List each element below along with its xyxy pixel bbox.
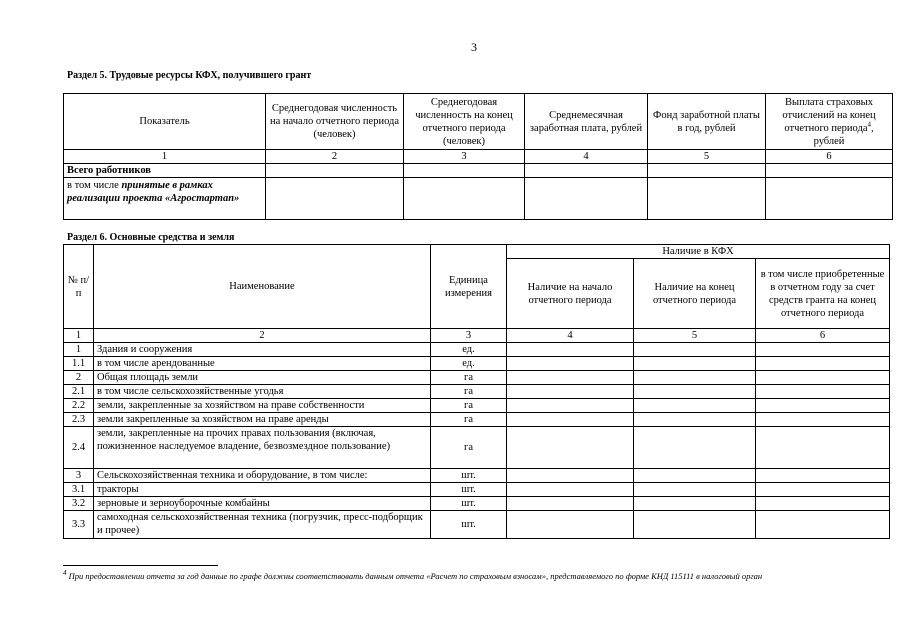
section6-colnum-row [64, 329, 890, 343]
s5-header-avg-salary: Среднемесячная заработная плата, рублей [525, 94, 648, 150]
section5-row-agrostartap [64, 178, 893, 220]
s6-cell[interactable] [634, 511, 756, 539]
table-row [64, 371, 890, 385]
s5-header-count-start: Среднегодовая численность на начало отчетного периода (человек) [266, 94, 404, 150]
s5-header-insurance-text: Выплата страховых отчислений на конец отчетного периода [782, 96, 876, 134]
row-number: 2 [64, 371, 94, 385]
s6-header-grant: в том числе приобретенные в отчетном году за счет средств гранта на конец отчетного периода [756, 259, 890, 329]
s6-cell[interactable] [634, 371, 756, 385]
s6-cell[interactable] [507, 497, 634, 511]
row-unit: га [431, 413, 507, 427]
s5-header-count-end: Среднегодовая численность на конец отчетного периода (человек) [404, 94, 525, 150]
row-name: самоходная сельскохозяйственная техника (погрузчик, пресс-подборщик и прочее) [94, 511, 431, 539]
row-name: Общая площадь земли [94, 371, 431, 385]
s5-row-agrostartap-label [64, 178, 266, 220]
footnote [63, 571, 863, 582]
s5-cell[interactable] [525, 164, 648, 178]
row-unit: шт. [431, 483, 507, 497]
s6-colnum: 4 [507, 329, 634, 343]
s6-cell[interactable] [634, 427, 756, 469]
s6-cell[interactable] [756, 399, 890, 413]
footnote-mark: 4 [63, 569, 67, 578]
section5-title: Раздел 5. Трудовые ресурсы КФХ, получившего грант [67, 70, 312, 81]
row-unit: ед. [431, 343, 507, 357]
table-row [64, 427, 890, 469]
s5-cell[interactable] [648, 178, 766, 220]
row-name: в том числе арендованные [94, 357, 431, 371]
table-row [64, 343, 890, 357]
row-number: 2.4 [64, 427, 94, 469]
s5-colnum: 3 [404, 150, 525, 164]
s6-cell[interactable] [634, 469, 756, 483]
table-row [64, 511, 890, 539]
row-unit: шт. [431, 511, 507, 539]
s6-cell[interactable] [756, 357, 890, 371]
section5-colnum-row [64, 150, 893, 164]
s6-cell[interactable] [507, 413, 634, 427]
row-name: тракторы [94, 483, 431, 497]
row-name: земли, закрепленные за хозяйством на праве собственности [94, 399, 431, 413]
s6-header-name: Наименование [94, 245, 431, 329]
s6-cell[interactable] [756, 483, 890, 497]
row-unit: га [431, 385, 507, 399]
table-row [64, 483, 890, 497]
section5-header-row [64, 94, 893, 150]
s5-cell[interactable] [266, 164, 404, 178]
table-row [64, 497, 890, 511]
row-name: зерновые и зерноуборочные комбайны [94, 497, 431, 511]
s6-cell[interactable] [634, 385, 756, 399]
s5-row-sub-emph: принятые в рамках реализации проекта «Агростартап» [67, 180, 240, 204]
s5-colnum: 2 [266, 150, 404, 164]
row-number: 3 [64, 469, 94, 483]
row-name: Здания и сооружения [94, 343, 431, 357]
row-name: земли закрепленные за хозяйством на праве аренды [94, 413, 431, 427]
s6-cell[interactable] [507, 371, 634, 385]
table-row [64, 399, 890, 413]
s5-cell[interactable] [404, 178, 525, 220]
s6-cell[interactable] [756, 511, 890, 539]
s5-cell[interactable] [404, 164, 525, 178]
s6-cell[interactable] [634, 343, 756, 357]
row-name: Сельскохозяйственная техника и оборудование, в том числе: [94, 469, 431, 483]
s6-header-start: Наличие на начало отчетного периода [507, 259, 634, 329]
table-row [64, 357, 890, 371]
s6-cell[interactable] [507, 343, 634, 357]
s6-cell[interactable] [756, 427, 890, 469]
row-unit: шт. [431, 497, 507, 511]
s6-cell[interactable] [507, 483, 634, 497]
s5-header-insurance-unit: , рублей [813, 122, 874, 147]
s6-cell[interactable] [507, 357, 634, 371]
s6-cell[interactable] [507, 399, 634, 413]
s6-cell[interactable] [634, 483, 756, 497]
s6-cell[interactable] [507, 427, 634, 469]
footnote-divider [63, 565, 218, 566]
s5-header-payroll: Фонд заработной платы в год, рублей [648, 94, 766, 150]
row-name: в том числе сельскохозяйственные угодья [94, 385, 431, 399]
row-number: 3.3 [64, 511, 94, 539]
s5-header-insurance [766, 94, 893, 150]
s6-cell[interactable] [756, 469, 890, 483]
s6-cell[interactable] [507, 469, 634, 483]
section6-header-row-1 [64, 245, 890, 259]
row-number: 2.3 [64, 413, 94, 427]
s5-colnum: 6 [766, 150, 893, 164]
table-row [64, 385, 890, 399]
s6-colnum: 1 [64, 329, 94, 343]
row-number: 3.2 [64, 497, 94, 511]
s6-cell[interactable] [756, 343, 890, 357]
footnote-text: При предоставлении отчета за год данные по графе должны соответствовать данным отчета «Расчет по страховым взносам», представляемого по форме КНД 115111 в налоговый орган [66, 571, 763, 581]
row-unit: га [431, 371, 507, 385]
s6-header-end: Наличие на конец отчетного периода [634, 259, 756, 329]
s6-colnum: 2 [94, 329, 431, 343]
s6-cell[interactable] [634, 357, 756, 371]
s6-cell[interactable] [756, 497, 890, 511]
s5-cell[interactable] [766, 178, 893, 220]
section5-row-total [64, 164, 893, 178]
s6-cell[interactable] [634, 413, 756, 427]
s6-cell[interactable] [756, 371, 890, 385]
page-number: 3 [471, 40, 477, 54]
row-number: 2.1 [64, 385, 94, 399]
s5-colnum: 5 [648, 150, 766, 164]
row-unit: га [431, 427, 507, 469]
s6-cell[interactable] [507, 385, 634, 399]
row-number: 1 [64, 343, 94, 357]
s5-cell[interactable] [525, 178, 648, 220]
table-row [64, 469, 890, 483]
s5-cell[interactable] [648, 164, 766, 178]
s5-row-total-label: Всего работников [64, 164, 266, 178]
s6-colnum: 5 [634, 329, 756, 343]
s5-cell[interactable] [766, 164, 893, 178]
footnote-ref: 4 [867, 120, 871, 128]
s6-cell[interactable] [756, 413, 890, 427]
row-number: 1.1 [64, 357, 94, 371]
s5-header-indicator: Показатель [64, 94, 266, 150]
s6-cell[interactable] [634, 399, 756, 413]
s5-colnum: 4 [525, 150, 648, 164]
s6-cell[interactable] [756, 385, 890, 399]
row-name: земли, закрепленные на прочих правах пользования (включая, пожизненное наследуемое владение, безвозмездное пользование) [94, 427, 431, 469]
s6-colnum: 6 [756, 329, 890, 343]
s5-colnum: 1 [64, 150, 266, 164]
table-row [64, 413, 890, 427]
s6-header-num: № п/п [64, 245, 94, 329]
s6-cell[interactable] [507, 511, 634, 539]
s5-row-sub-prefix: в том числе [67, 180, 122, 191]
s6-cell[interactable] [634, 497, 756, 511]
section5-table [63, 93, 893, 220]
s6-colnum: 3 [431, 329, 507, 343]
row-number: 2.2 [64, 399, 94, 413]
s5-cell[interactable] [266, 178, 404, 220]
section6-title: Раздел 6. Основные средства и земля [67, 232, 235, 243]
row-unit: шт. [431, 469, 507, 483]
row-unit: ед. [431, 357, 507, 371]
row-unit: га [431, 399, 507, 413]
s6-header-group: Наличие в КФХ [507, 245, 890, 259]
section6-table [63, 244, 890, 539]
s6-header-unit: Единица измерения [431, 245, 507, 329]
section6-body [64, 343, 890, 539]
row-number: 3.1 [64, 483, 94, 497]
